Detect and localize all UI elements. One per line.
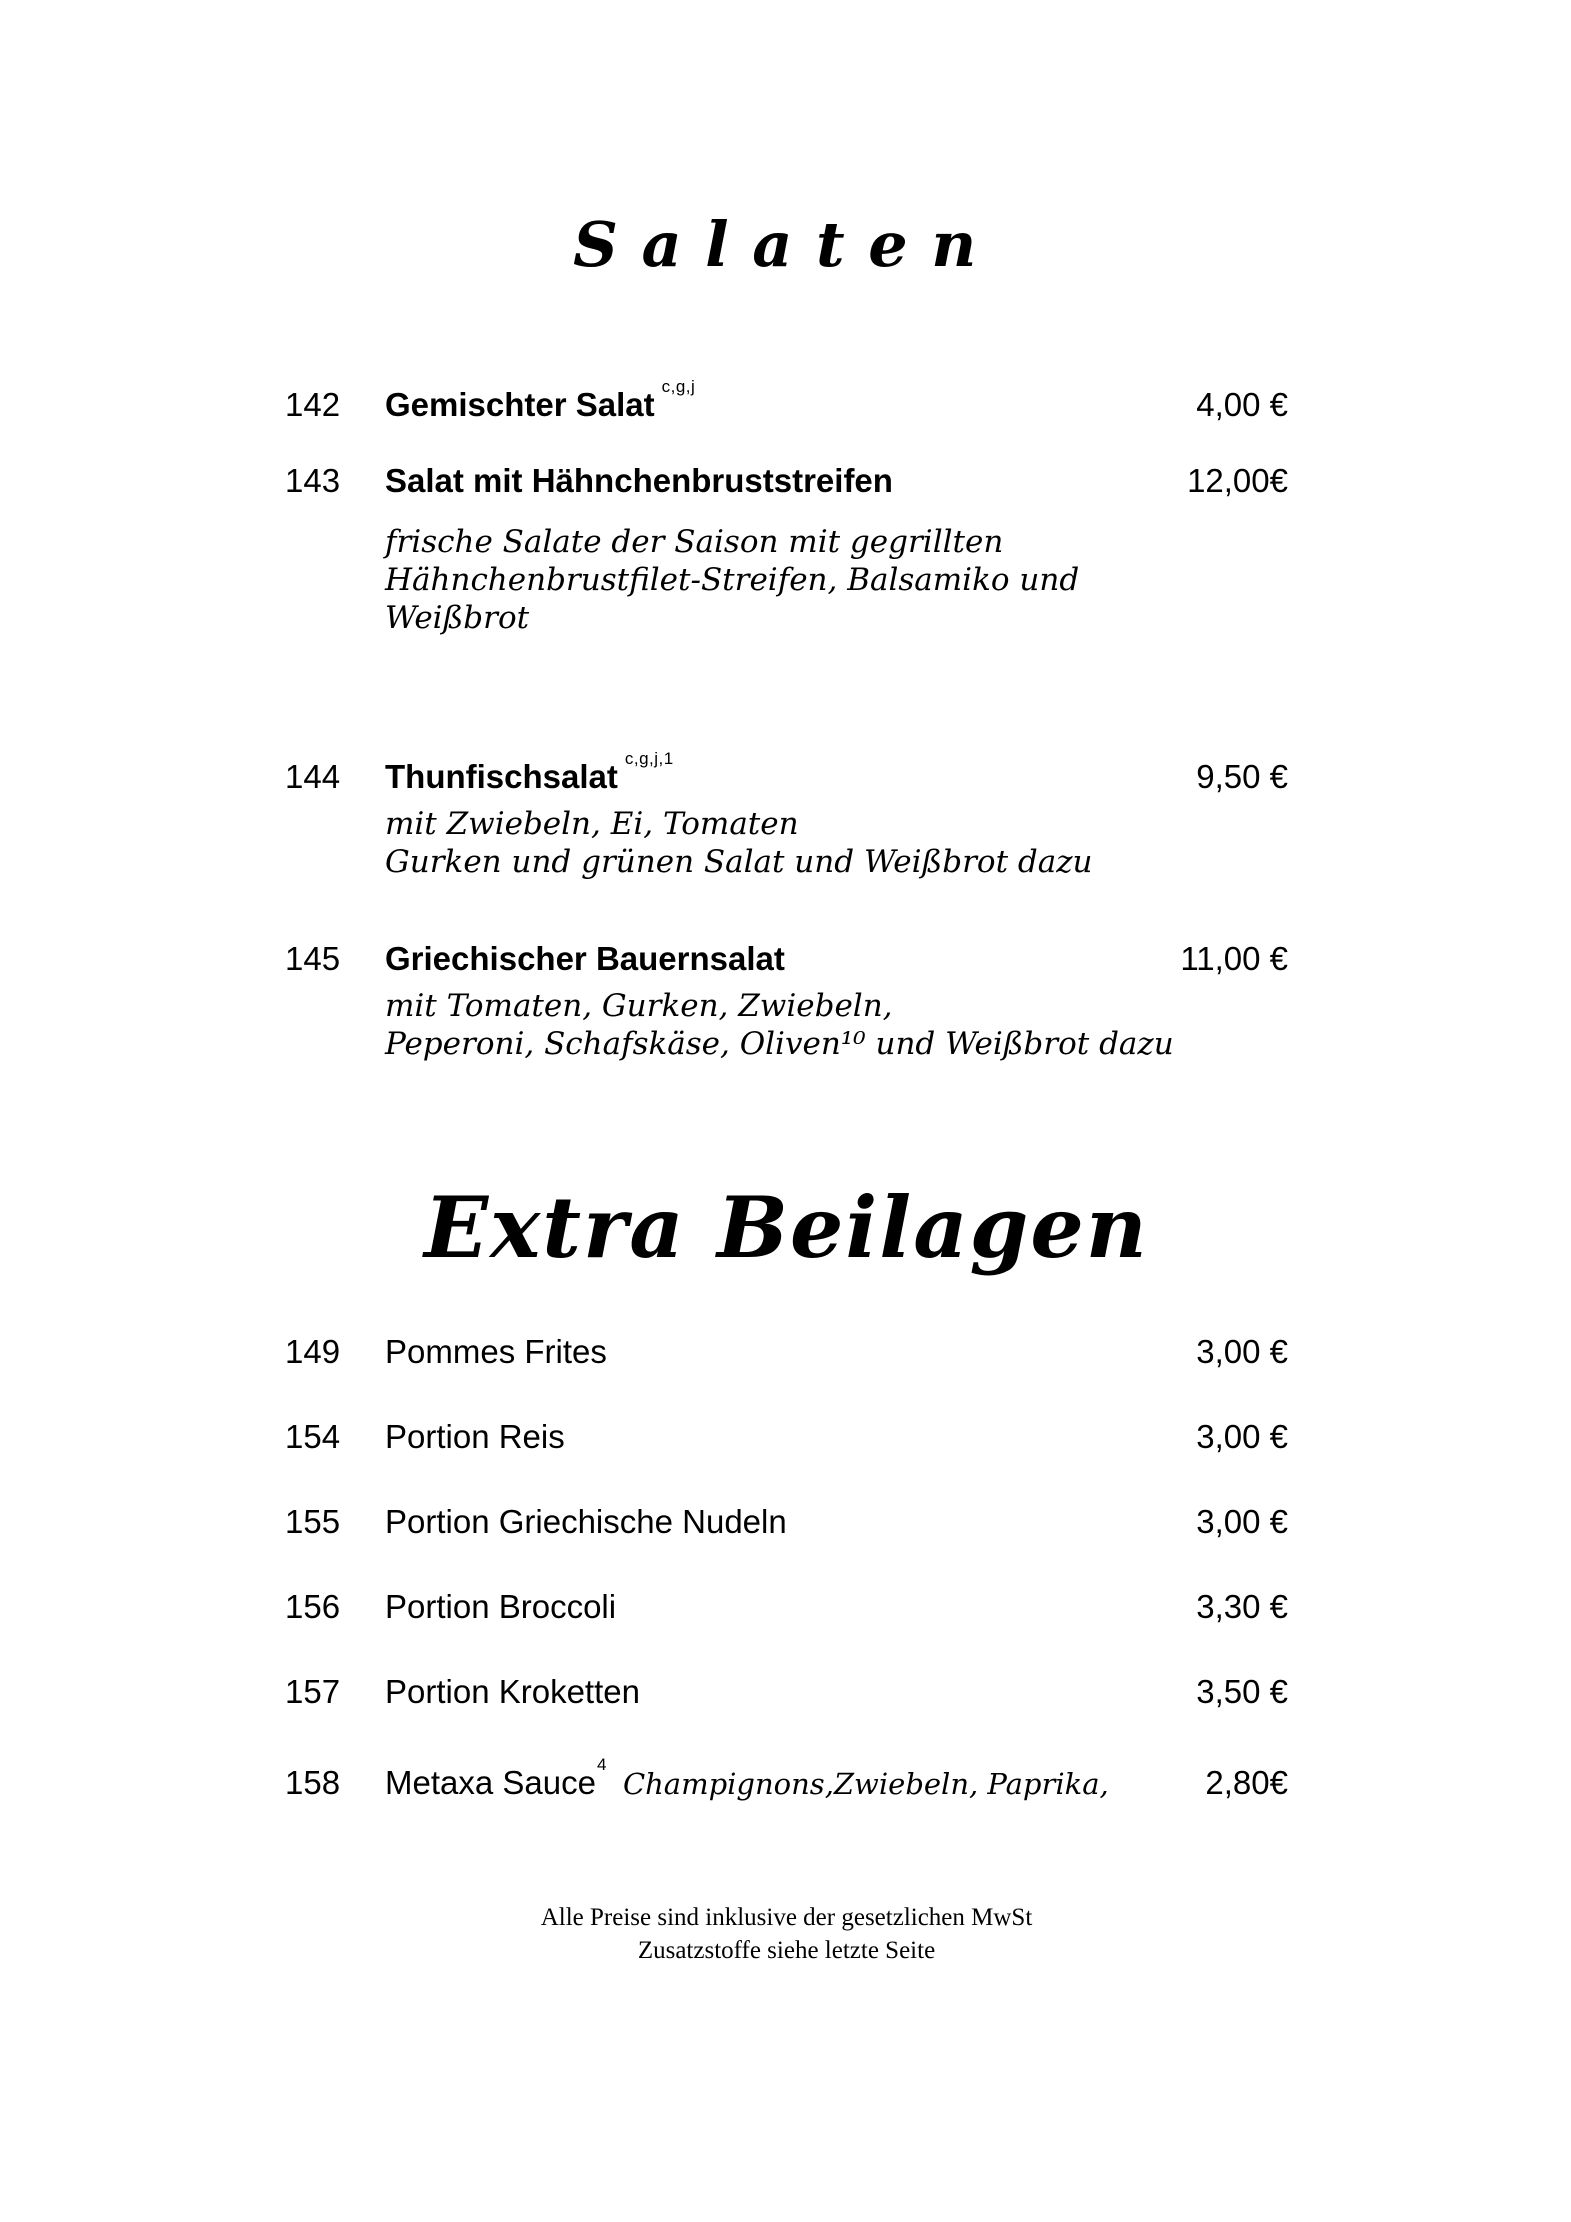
item-price: 3,00 € [1196,1418,1288,1456]
item-number: 157 [285,1673,341,1711]
item-number: 142 [285,386,341,424]
item-price: 3,50 € [1196,1673,1288,1711]
item-name: Griechischer Bauernsalat [385,940,785,978]
item-number: 156 [285,1588,341,1626]
allergen-superscript: c,g,j [661,377,696,397]
menu-item-156 [285,1585,1288,1629]
footer-note [285,1901,1288,1967]
menu-item-143 [285,459,1288,503]
item-description-line: Weißbrot [385,600,530,637]
item-name: Portion Kroketten [385,1673,640,1711]
item-number: 144 [285,758,341,796]
item-name: Gemischter Salat $^{c,g,j}$ [385,377,696,424]
item-name: Thunfischsalat $^{c,g,j,1}$ [385,749,674,796]
item-name: Portion Griechische Nudeln [385,1503,787,1541]
additive-superscript: 4 [596,1755,607,1775]
item-description-line: Gurken und grünen Salat und Weißbrot dazu [385,844,1093,881]
menu-item-144 [285,749,1288,799]
item-number: 155 [285,1503,341,1541]
item-price: 4,00 € [1196,386,1288,424]
footer-line-additives: Zusatzstoffe siehe letzte Seite [637,1937,936,1965]
item-price: 11,00 € [1180,940,1288,978]
item-price: 3,30 € [1196,1588,1288,1626]
item-number: 158 [285,1764,341,1802]
item-price: 3,00 € [1196,1333,1288,1371]
menu-item-157 [285,1670,1288,1714]
item-price: 3,00 € [1196,1503,1288,1541]
item-price: 2,80€ [1205,1764,1288,1802]
item-price: 12,00€ [1187,462,1288,500]
item-description-line: Peperoni, Schafskäse, Oliven¹⁰ und Weißbrot dazu [385,1026,1174,1063]
item-description-line: mit Tomaten, Gurken, Zwiebeln, [385,988,893,1025]
item-name: Portion Reis [385,1418,565,1456]
section-title-extra-beilagen: Extra Beilagen [424,1178,1149,1278]
item-name: Portion Broccoli [385,1588,617,1626]
menu-item-142 [285,377,1288,427]
item-number: 154 [285,1418,341,1456]
item-name: Salat mit Hähnchenbruststreifen [385,462,893,500]
item-price: 9,50 € [1196,758,1288,796]
menu-item-145 [285,937,1288,981]
menu-item-149 [285,1330,1288,1374]
footer-line-vat: Alle Preise sind inklusive der gesetzlichen MwSt [540,1904,1033,1932]
allergen-superscript: c,g,j,1 [624,749,674,769]
section-title-salaten: Salaten [573,208,1000,281]
item-number: 149 [285,1333,341,1371]
menu-item-155 [285,1500,1288,1544]
item-name: Pommes Frites [385,1333,607,1371]
menu-content [0,208,1571,1967]
menu-item-154 [285,1415,1288,1459]
menu-item-158 [285,1755,1288,1806]
item-name: Metaxa Sauce$^4$Champignons,Zwiebeln, Paprika, [385,1755,1109,1802]
item-description-line: frische Salate der Saison mit gegrillten [385,524,1004,561]
item-number: 145 [285,940,341,978]
item-ingredients: Champignons,Zwiebeln, Paprika, [622,1767,1109,1802]
item-description-line: Hähnchenbrustfilet-Streifen, Balsamiko und [385,562,1080,599]
item-number: 143 [285,462,341,500]
item-description-line: mit Zwiebeln, Ei, Tomaten [385,806,799,843]
